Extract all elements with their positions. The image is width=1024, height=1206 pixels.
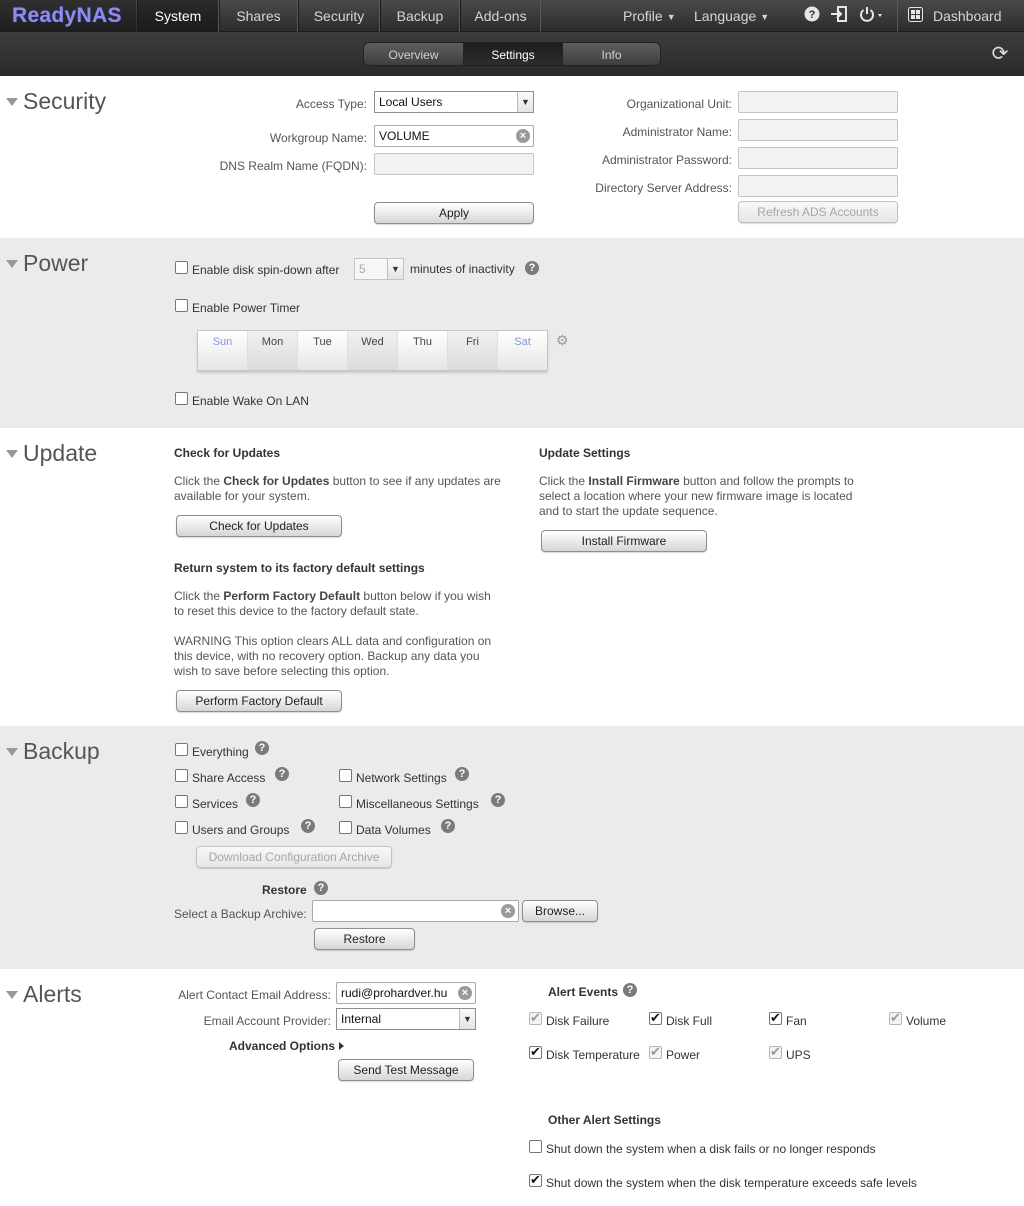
- backup-title[interactable]: [6, 738, 100, 765]
- top-navigation-bar: [0, 0, 1024, 32]
- update-settings-heading: Update Settings: [539, 446, 631, 460]
- volume-label: Volume: [906, 1014, 947, 1028]
- network-settings-label: Network Settings: [356, 771, 447, 785]
- chevron-down-icon: ▼: [459, 1009, 475, 1029]
- send-test-button[interactable]: Send Test Message: [338, 1059, 474, 1081]
- wol-checkbox[interactable]: [175, 392, 188, 405]
- check-updates-heading: Check for Updates: [174, 446, 281, 460]
- check-updates-text: Click the Check for Updates button to see if any updates are available for your system.: [174, 474, 501, 503]
- factory-default-button[interactable]: Perform Factory Default: [176, 690, 342, 712]
- clear-icon[interactable]: ×: [501, 904, 515, 918]
- share-access-checkbox[interactable]: [175, 769, 188, 782]
- alert-email-input[interactable]: [336, 982, 476, 1004]
- chevron-down-icon: ▼: [760, 12, 770, 22]
- gear-icon[interactable]: ⚙: [556, 332, 569, 348]
- factory-warning-text: WARNING This option clears ALL data and configuration on this device, with no recovery option. Backup any data you wish to save before selecting this option.: [174, 634, 492, 678]
- admin-password-input[interactable]: [738, 147, 898, 169]
- day-tue[interactable]: Tue: [298, 331, 348, 370]
- power-menu-icon[interactable]: [858, 6, 888, 26]
- chevron-down-icon: ▼: [666, 12, 676, 22]
- shutdown-disk-fail-checkbox[interactable]: [529, 1140, 542, 1153]
- subtab-info[interactable]: Info: [562, 42, 661, 66]
- alert-events-heading: Alert Events: [548, 985, 619, 999]
- wol-label: Enable Wake On LAN: [192, 394, 309, 408]
- tab-security[interactable]: Security: [298, 0, 380, 32]
- chevron-down-icon: ▼: [517, 92, 533, 112]
- ups-checkbox[interactable]: [769, 1046, 782, 1059]
- chevron-right-icon: [339, 1042, 344, 1050]
- backup-section: [0, 726, 1024, 969]
- disk-temperature-checkbox[interactable]: [529, 1046, 542, 1059]
- disk-temperature-label: Disk Temperature: [546, 1048, 640, 1062]
- help-icon[interactable]: ?: [255, 741, 269, 755]
- dashboard-label: Dashboard: [933, 8, 1002, 24]
- power-checkbox[interactable]: [649, 1046, 662, 1059]
- collapse-triangle-icon: [6, 260, 18, 268]
- alerts-title[interactable]: [6, 981, 82, 1008]
- subtab-settings[interactable]: Settings: [463, 42, 563, 66]
- dashboard-icon: [908, 1, 923, 33]
- help-icon[interactable]: ?: [491, 793, 505, 807]
- alerts-section: [0, 969, 1024, 1206]
- misc-settings-checkbox[interactable]: [339, 795, 352, 808]
- data-volumes-checkbox[interactable]: [339, 821, 352, 834]
- collapse-triangle-icon: [6, 450, 18, 458]
- alert-email-value: rudi@prohardver.hu: [341, 986, 448, 1000]
- apply-button[interactable]: Apply: [374, 202, 534, 224]
- admin-password-label: Administrator Password:: [601, 153, 732, 167]
- tab-system[interactable]: System: [137, 0, 219, 32]
- power-label: Power: [666, 1048, 701, 1062]
- readynas-logo: ReadyNAS: [0, 0, 136, 32]
- update-section: [0, 428, 1024, 726]
- help-icon[interactable]: ?: [455, 767, 469, 781]
- ups-label: UPS: [786, 1048, 811, 1062]
- alerts-title-text: Alerts: [23, 981, 82, 1007]
- day-fri[interactable]: Fri: [448, 331, 498, 370]
- collapse-triangle-icon: [6, 748, 18, 756]
- help-icon[interactable]: [802, 6, 822, 26]
- advanced-options-toggle[interactable]: [229, 1039, 344, 1053]
- logout-icon[interactable]: [829, 6, 849, 26]
- tab-addons[interactable]: Add-ons: [460, 0, 541, 32]
- backup-title-text: Backup: [23, 738, 100, 764]
- factory-default-heading: Return system to its factory default settings: [174, 561, 425, 575]
- data-volumes-label: Data Volumes: [356, 823, 431, 837]
- dns-realm-label: DNS Realm Name (FQDN):: [219, 159, 367, 173]
- dashboard-button[interactable]: [908, 0, 1002, 32]
- help-icon[interactable]: ?: [246, 793, 260, 807]
- restore-button[interactable]: Restore: [314, 928, 415, 950]
- admin-name-label: Administrator Name:: [622, 125, 732, 139]
- backup-archive-input[interactable]: [312, 900, 519, 922]
- share-access-label: Share Access: [192, 771, 266, 785]
- services-checkbox[interactable]: [175, 795, 188, 808]
- collapse-triangle-icon: [6, 991, 18, 999]
- profile-menu[interactable]: [623, 0, 676, 32]
- spindown-checkbox[interactable]: [175, 261, 188, 274]
- shutdown-temp-checkbox[interactable]: [529, 1174, 542, 1187]
- language-menu[interactable]: [694, 0, 769, 32]
- tab-shares[interactable]: Shares: [219, 0, 298, 32]
- fan-label: Fan: [786, 1014, 807, 1028]
- update-settings-text: Click the Install Firmware button and follow the prompts to select a location where your new firmware image is located and to start the update sequence.: [539, 474, 854, 518]
- profile-label: Profile: [623, 8, 663, 24]
- help-icon[interactable]: ?: [441, 819, 455, 833]
- clear-icon[interactable]: ×: [516, 129, 530, 143]
- dir-server-input[interactable]: [738, 175, 898, 197]
- users-groups-label: Users and Groups: [192, 823, 290, 837]
- alert-email-label: Alert Contact Email Address:: [178, 988, 331, 1002]
- subtab-overview[interactable]: Overview: [363, 42, 464, 66]
- disk-full-label: Disk Full: [666, 1014, 713, 1028]
- help-icon[interactable]: ?: [623, 983, 637, 997]
- email-provider-value: Internal: [341, 1012, 382, 1026]
- services-label: Services: [192, 797, 239, 811]
- fan-checkbox[interactable]: [769, 1012, 782, 1025]
- svg-text:?: ?: [808, 9, 816, 21]
- power-timer-label: Enable Power Timer: [192, 301, 301, 315]
- download-config-button[interactable]: Download Configuration Archive: [196, 846, 392, 868]
- restore-heading: Restore: [262, 883, 307, 897]
- workgroup-value: VOLUME: [379, 129, 430, 143]
- spindown-suffix: minutes of inactivity: [410, 262, 515, 276]
- tab-backup[interactable]: Backup: [380, 0, 460, 32]
- update-title-text: Update: [23, 440, 98, 466]
- spindown-label: Enable disk spin-down after: [192, 263, 340, 277]
- day-sat[interactable]: Sat: [498, 331, 547, 370]
- access-type-select[interactable]: [374, 91, 534, 113]
- spindown-minutes-select[interactable]: [354, 258, 404, 280]
- language-label: Language: [694, 8, 757, 24]
- access-type-label: Access Type:: [295, 97, 367, 111]
- divider: [897, 0, 898, 32]
- disk-failure-checkbox[interactable]: [529, 1012, 542, 1025]
- refresh-icon[interactable]: ⟳: [991, 43, 1009, 65]
- admin-name-input[interactable]: [738, 119, 898, 141]
- refresh-ads-button[interactable]: Refresh ADS Accounts: [738, 201, 898, 223]
- email-provider-select[interactable]: [336, 1008, 476, 1030]
- security-title[interactable]: [6, 88, 106, 115]
- shutdown-disk-fail-label: Shut down the system when a disk fails or no longer responds: [546, 1142, 876, 1156]
- everything-label: Everything: [192, 745, 249, 759]
- power-timer-checkbox[interactable]: [175, 299, 188, 312]
- clear-icon[interactable]: ×: [458, 986, 472, 1000]
- misc-settings-label: Miscellaneous Settings: [356, 797, 479, 811]
- check-updates-button[interactable]: Check for Updates: [176, 515, 342, 537]
- advanced-options-label: Advanced Options: [229, 1039, 336, 1053]
- security-title-text: Security: [23, 88, 107, 114]
- power-title[interactable]: [6, 250, 88, 277]
- dir-server-label: Directory Server Address:: [595, 181, 732, 195]
- collapse-triangle-icon: [6, 98, 18, 106]
- ou-label: Organizational Unit:: [626, 97, 732, 111]
- factory-default-text: Click the Perform Factory Default button below if you wish to reset this device to the factory default state.: [174, 589, 491, 618]
- email-provider-label: Email Account Provider:: [203, 1014, 331, 1028]
- help-icon[interactable]: ?: [525, 261, 539, 275]
- everything-checkbox[interactable]: [175, 743, 188, 756]
- workgroup-input[interactable]: [374, 125, 534, 147]
- dns-realm-input[interactable]: [374, 153, 534, 175]
- day-sun[interactable]: Sun: [198, 331, 248, 370]
- power-title-text: Power: [23, 250, 89, 276]
- disk-failure-label: Disk Failure: [546, 1014, 610, 1028]
- access-type-value: Local Users: [379, 95, 443, 109]
- update-title[interactable]: [6, 440, 97, 467]
- chevron-down-icon: ▼: [387, 259, 403, 279]
- help-icon[interactable]: ?: [275, 767, 289, 781]
- disk-full-checkbox[interactable]: [649, 1012, 662, 1025]
- day-wed[interactable]: Wed: [348, 331, 398, 370]
- install-firmware-button[interactable]: Install Firmware: [541, 530, 707, 552]
- select-archive-label: Select a Backup Archive:: [174, 907, 307, 921]
- ou-input[interactable]: [738, 91, 898, 113]
- volume-checkbox[interactable]: [889, 1012, 902, 1025]
- shutdown-temp-label: Shut down the system when the disk temperature exceeds safe levels: [546, 1176, 917, 1190]
- help-icon[interactable]: ?: [314, 881, 328, 895]
- users-groups-checkbox[interactable]: [175, 821, 188, 834]
- spindown-minutes-value: 5: [359, 262, 366, 276]
- workgroup-label: Workgroup Name:: [269, 131, 367, 145]
- power-timer-schedule: [197, 330, 548, 371]
- browse-button[interactable]: Browse...: [522, 900, 598, 922]
- other-alert-heading: Other Alert Settings: [548, 1113, 661, 1127]
- network-settings-checkbox[interactable]: [339, 769, 352, 782]
- day-thu[interactable]: Thu: [398, 331, 448, 370]
- day-mon[interactable]: Mon: [248, 331, 298, 370]
- help-icon[interactable]: ?: [301, 819, 315, 833]
